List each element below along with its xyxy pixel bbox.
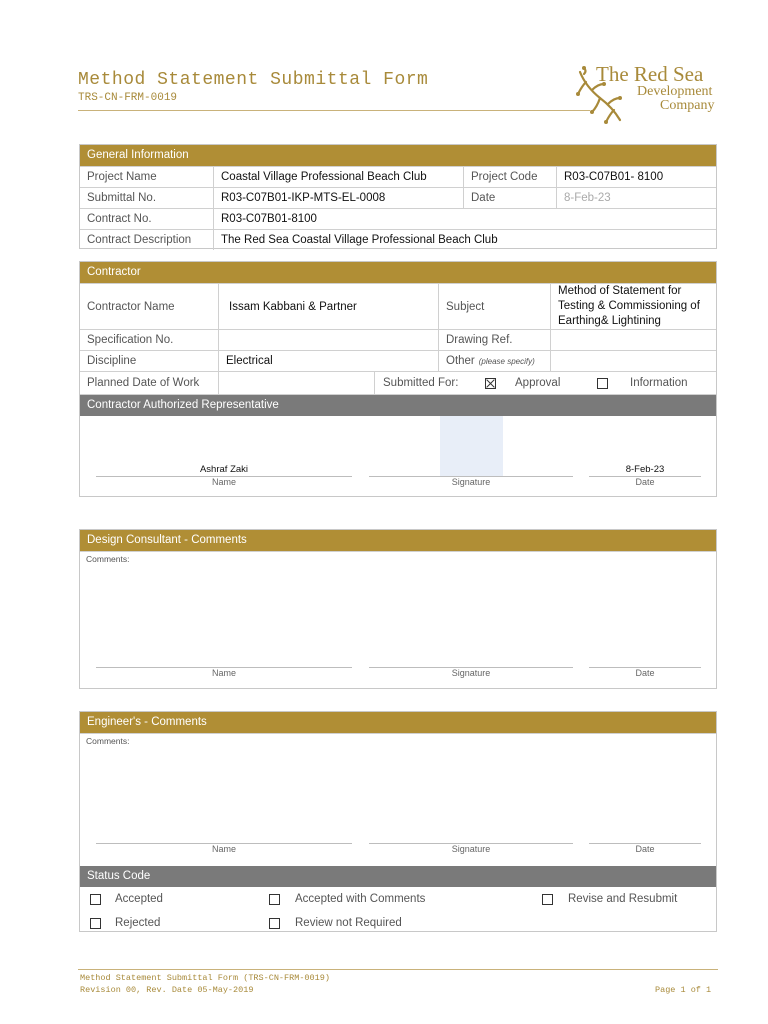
contractor-section (79, 261, 717, 497)
status-code-heading: Status Code (80, 866, 716, 887)
subject-label: Subject (438, 284, 550, 329)
design-comments-label: Comments: (86, 554, 130, 564)
approval-checkbox[interactable] (485, 378, 496, 389)
revise-resubmit-label: Revise and Resubmit (568, 893, 678, 905)
logo-title: The Red Sea (596, 62, 704, 86)
rep-date-caption: Date (635, 477, 655, 487)
contract-description-row (80, 229, 716, 250)
rejected-checkbox[interactable] (90, 918, 101, 929)
form-title: Method Statement Submittal Form (78, 70, 429, 90)
design-comments-area[interactable] (80, 551, 716, 689)
planned-date-label: Planned Date of Work (87, 377, 200, 389)
submittal-no-value: R03-C07B01-IKP-MTS-EL-0008 (213, 188, 463, 208)
other-field[interactable] (550, 351, 718, 371)
subject-line-3: Earthing& Lightining (558, 315, 661, 327)
rejected-label: Rejected (115, 917, 161, 929)
project-name-row (80, 166, 716, 187)
form-code: TRS-CN-FRM-0019 (78, 92, 178, 104)
specification-no-field[interactable] (218, 330, 438, 350)
contract-no-row (80, 208, 716, 229)
engineer-comments-area[interactable] (80, 733, 716, 866)
contractor-name-row (80, 283, 716, 329)
discipline-value: Electrical (218, 351, 438, 371)
engineer-heading: Engineer's - Comments (80, 712, 716, 733)
footer-page-number: Page 1 of 1 (655, 985, 712, 995)
contract-description-value: The Red Sea Coastal Village Professional Beach Club (213, 230, 718, 250)
discipline-label: Discipline (87, 355, 137, 367)
accepted-with-comments-checkbox[interactable] (269, 894, 280, 905)
accepted-with-comments-label: Accepted with Comments (295, 893, 426, 905)
project-name-label: Project Name (87, 171, 157, 183)
planned-date-field[interactable] (218, 372, 374, 394)
specification-no-label: Specification No. (87, 334, 174, 346)
rep-signature-caption: Signature (451, 477, 491, 487)
discipline-row (80, 350, 716, 371)
subject-line-1: Method of Statement for (558, 285, 682, 297)
representative-signature-area (80, 416, 716, 499)
authorized-representative-heading: Contractor Authorized Representative (80, 394, 716, 416)
engineer-date-caption: Date (635, 844, 655, 854)
subject-line-2: Testing & Commissioning of (558, 300, 700, 312)
review-not-required-label: Review not Required (295, 917, 402, 929)
contract-no-label: Contract No. (87, 213, 152, 225)
footer-divider (78, 969, 718, 970)
accepted-checkbox[interactable] (90, 894, 101, 905)
project-code-label: Project Code (463, 167, 556, 187)
drawing-ref-field[interactable] (550, 330, 718, 350)
footer-revision: Revision 00, Rev. Date 05-May-2019 (80, 985, 254, 995)
submittal-row (80, 187, 716, 208)
project-name-value: Coastal Village Professional Beach Club (213, 167, 463, 187)
design-date-caption: Date (635, 668, 655, 678)
information-label: Information (630, 377, 688, 389)
project-code-value: R03-C07B01- 8100 (556, 167, 718, 187)
status-code-options (80, 887, 716, 933)
title-divider (78, 110, 590, 111)
rep-name-caption: Name (211, 477, 236, 487)
engineer-name-caption: Name (211, 844, 236, 854)
subject-value (550, 284, 718, 329)
design-name-caption: Name (211, 668, 236, 678)
rep-date-value: 8-Feb-23 (625, 464, 665, 475)
engineer-comments-label: Comments: (86, 736, 130, 746)
other-label (438, 351, 550, 371)
design-consultant-heading: Design Consultant - Comments (80, 530, 716, 551)
submittal-no-label: Submittal No. (87, 192, 157, 204)
date-label: Date (463, 188, 556, 208)
contract-no-value: R03-C07B01-8100 (213, 209, 718, 229)
drawing-ref-label: Drawing Ref. (438, 330, 550, 350)
rep-name-value: Ashraf Zaki (199, 464, 249, 475)
design-signature-caption: Signature (451, 668, 491, 678)
engineer-section (79, 711, 717, 932)
contractor-heading: Contractor (80, 262, 716, 283)
planned-date-row (80, 371, 716, 394)
revise-resubmit-checkbox[interactable] (542, 894, 553, 905)
specification-row (80, 329, 716, 350)
engineer-signature-caption: Signature (451, 844, 491, 854)
other-hint: (please specify) (478, 356, 535, 366)
submitted-for-label: Submitted For: (383, 377, 459, 389)
footer-form-name: Method Statement Submittal Form (TRS-CN-FRM-0019) (80, 973, 330, 983)
other-label-text: Other (446, 355, 475, 367)
design-consultant-section (79, 529, 717, 689)
contractor-name-value: Issam Kabbani & Partner (218, 284, 438, 329)
signature-image (440, 416, 503, 477)
accepted-label: Accepted (115, 893, 163, 905)
approval-label: Approval (515, 377, 561, 389)
information-checkbox[interactable] (597, 378, 608, 389)
submitted-for-group (374, 372, 718, 394)
contractor-name-label: Contractor Name (87, 300, 175, 313)
general-information-section (79, 144, 717, 249)
date-value: 8-Feb-23 (556, 188, 718, 208)
logo-subtitle: Development (637, 84, 713, 99)
contract-description-label: Contract Description (87, 234, 192, 246)
review-not-required-checkbox[interactable] (269, 918, 280, 929)
logo-subtitle-2: Company (660, 98, 715, 113)
general-information-heading: General Information (80, 145, 716, 166)
